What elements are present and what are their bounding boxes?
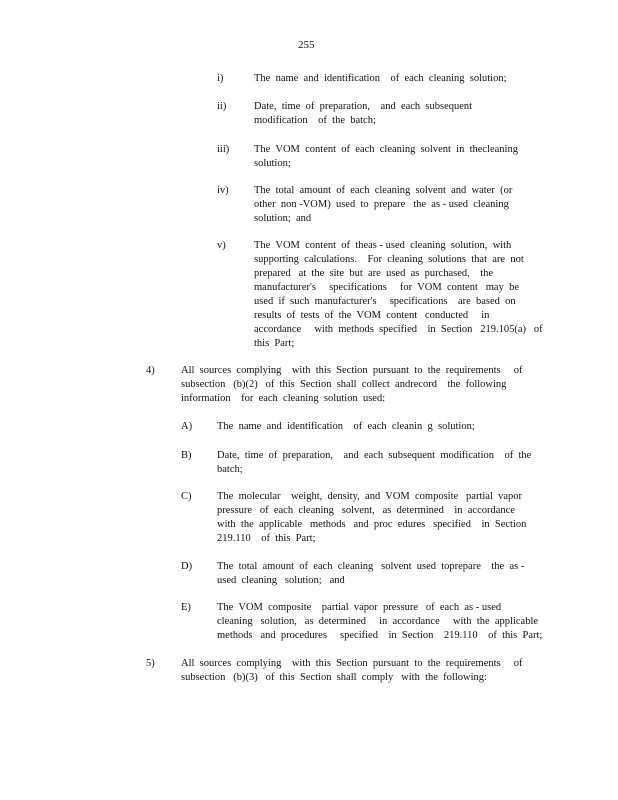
- text-line: prepared at the site but are used as purchased, the: [254, 268, 494, 279]
- item-marker: 4): [146, 365, 155, 376]
- text-line: The VOM content of theas - used cleaning solution, with: [254, 240, 512, 251]
- item-text: [217, 449, 541, 477]
- text-line: results of tests of the VOM content conducted in: [254, 310, 490, 321]
- item-marker: i): [217, 73, 224, 84]
- text-line: with the applicable methods and proc edures specified in Section: [217, 519, 527, 530]
- text-line: The VOM composite partial vapor pressure of each as - used: [217, 602, 502, 613]
- item-text: [254, 184, 541, 226]
- text-line: The total amount of each cleaning solvent used toprepare the as -: [217, 561, 525, 572]
- text-line: solution;: [254, 158, 291, 169]
- text-line: used cleaning solution; and: [217, 575, 345, 586]
- item-marker: C): [181, 491, 192, 502]
- text-line: Date, time of preparation, and each subsequent: [254, 101, 473, 112]
- item-marker: ii): [217, 101, 227, 112]
- item-marker: 5): [146, 658, 155, 669]
- item-text: [217, 601, 541, 643]
- item-text: [181, 364, 537, 406]
- page-number: 255: [298, 39, 315, 51]
- item-text: [217, 420, 541, 434]
- item-text: [217, 490, 541, 546]
- text-line: supporting calculations. For cleaning solutions that are not: [254, 254, 524, 265]
- text-line: accordance with methods specified in Section 219.105(a) of: [254, 324, 543, 335]
- text-line: All sources complying with this Section pursuant to the requirements of: [181, 658, 523, 669]
- text-line: subsection (b)(3) of this Section shall comply with the following:: [181, 672, 487, 683]
- text-line: modification of the batch;: [254, 115, 376, 126]
- text-line: The molecular weight, density, and VOM composite partial vapor: [217, 491, 523, 502]
- text-line: cleaning solution, as determined in accordance with the applicable: [217, 616, 539, 627]
- item-text: [254, 72, 541, 86]
- text-line: The total amount of each cleaning solvent and water (or: [254, 185, 513, 196]
- text-line: this Part;: [254, 338, 295, 349]
- item-marker: iii): [217, 144, 230, 155]
- item-text: [254, 100, 541, 128]
- item-text: [181, 657, 537, 685]
- item-marker: B): [181, 450, 192, 461]
- item-text: [254, 239, 541, 351]
- item-marker: D): [181, 561, 193, 572]
- text-line: manufacturer's specifications for VOM content may be: [254, 282, 519, 293]
- text-line: Date, time of preparation, and each subsequent modification of the: [217, 450, 532, 461]
- text-line: pressure of each cleaning solvent, as determined in accordance: [217, 505, 515, 516]
- item-marker: A): [181, 421, 193, 432]
- text-line: All sources complying with this Section pursuant to the requirements of: [181, 365, 523, 376]
- text-line: used if such manufacturer's specifications are based on: [254, 296, 516, 307]
- text-line: The VOM content of each cleaning solvent in thecleaning: [254, 144, 518, 155]
- text-line: The name and identification of each cleanin g solution;: [217, 421, 475, 432]
- item-marker: E): [181, 602, 191, 613]
- text-line: 219.110 of this Part;: [217, 533, 316, 544]
- text-line: subsection (b)(2) of this Section shall collect andrecord the following: [181, 379, 507, 390]
- text-line: solution; and: [254, 213, 312, 224]
- item-marker: v): [217, 240, 226, 251]
- text-line: methods and procedures specified in Section 219.110 of this Part;: [217, 630, 543, 641]
- item-text: [254, 143, 541, 171]
- text-line: batch;: [217, 464, 243, 475]
- item-text: [217, 560, 541, 588]
- item-marker: iv): [217, 185, 229, 196]
- text-line: other non -VOM) used to prepare the as - used cleaning: [254, 199, 509, 210]
- text-line: information for each cleaning solution used:: [181, 393, 386, 404]
- text-line: The name and identification of each cleaning solution;: [254, 73, 507, 84]
